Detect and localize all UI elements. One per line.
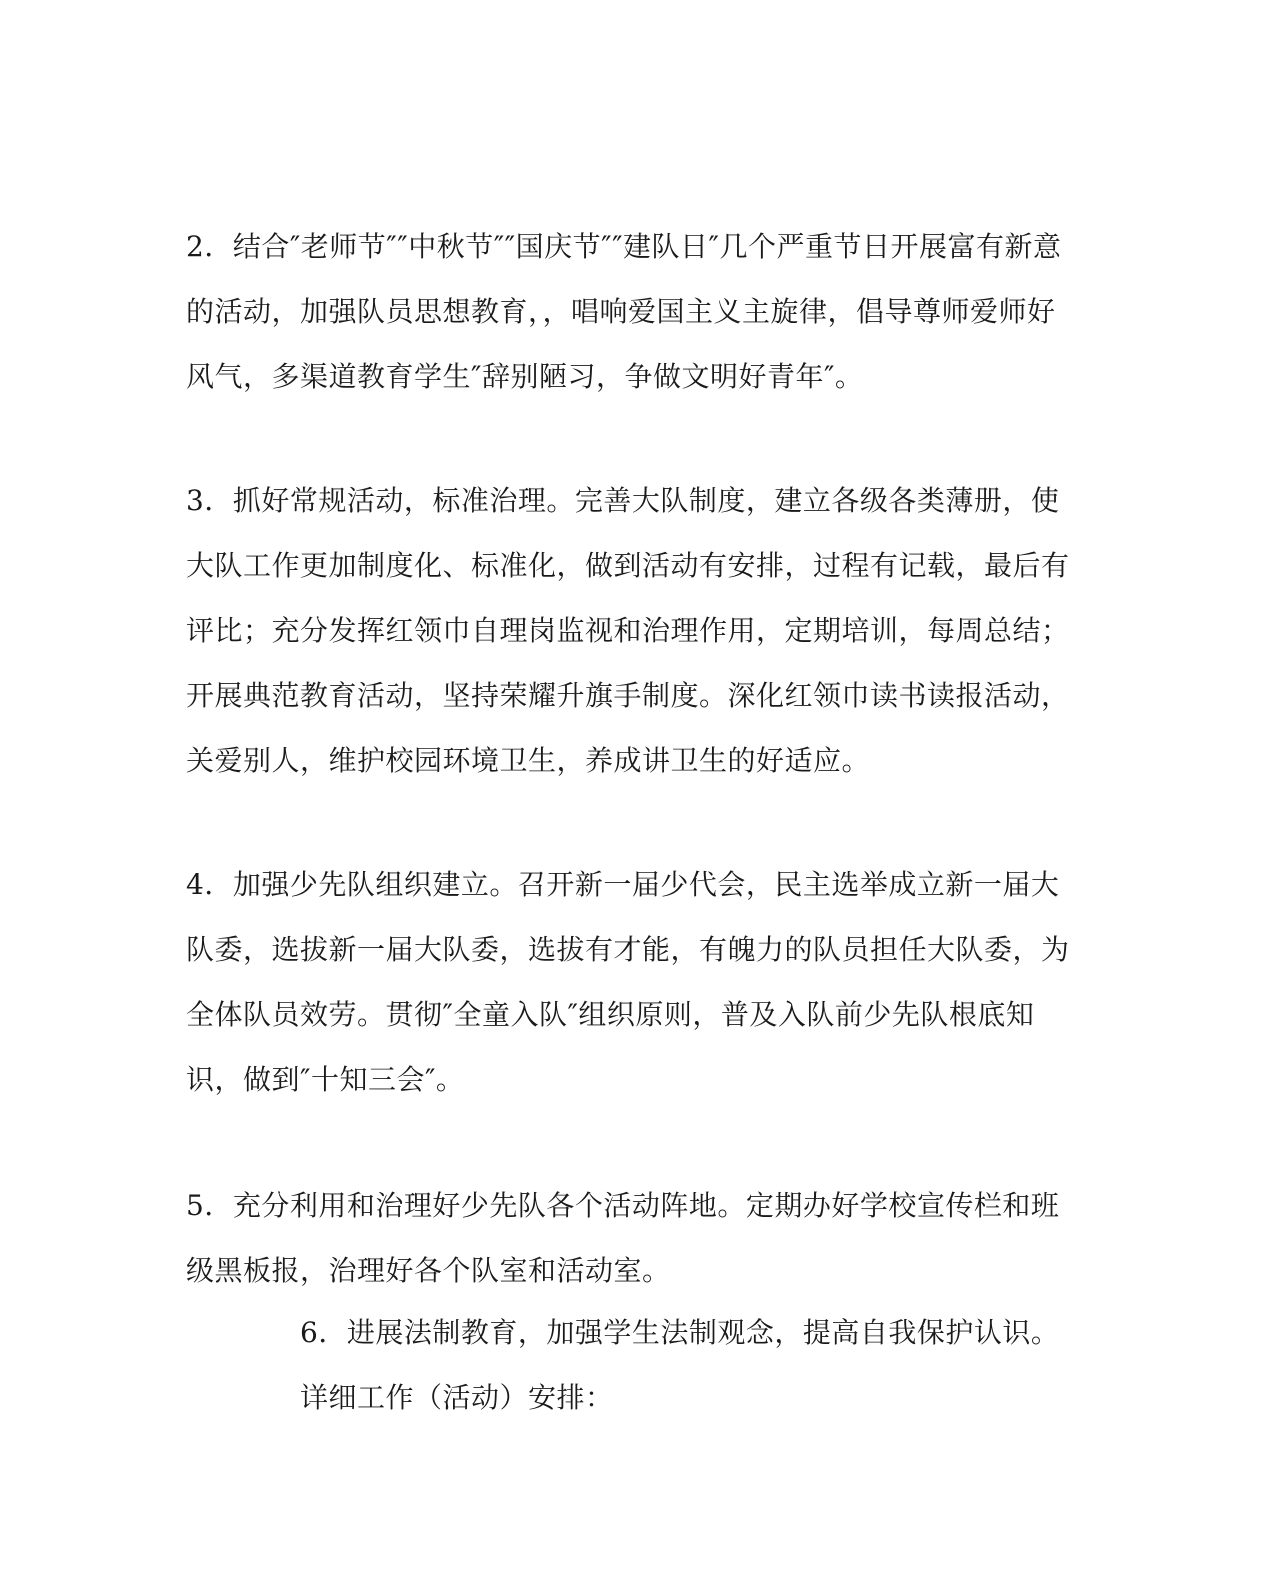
paragraph-item-3: 3．抓好常规活动，标准治理。完善大队制度，建立各级各类薄册，使大队工作更加制度化、标准化，做到活动有安排，过程有记载，最后有评比；充分发挥红领巾自理岗监视和治理作用，定期培训，每周总结；开展典范教育活动，坚持荣耀升旗手制度。深化红领巾读书读报活动，关爱别人，维护校园环境卫生，养成讲卫生的好适应。 xyxy=(186,484,1070,777)
paragraph-item-6: 6．进展法制教育，加强学生法制观念，提高自我保护认识。 xyxy=(300,1316,1060,1349)
paragraph-item-4: 4．加强少先队组织建立。召开新一届少代会，民主选举成立新一届大队委，选拔新一届大队委，选拔有才能，有魄力的队员担任大队委，为全体队员效劳。贯彻″全童入队″组织原则，普及入队前少先队根底知识，做到″十知三会″。 xyxy=(186,868,1070,1096)
paragraph-item-5: 5．充分利用和治理好少先队各个活动阵地。定期办好学校宣传栏和班级黑板报，治理好各个队室和活动室。 xyxy=(186,1189,1060,1287)
paragraph-item-2: 2．结合″老师节″″中秋节″″国庆节″″建队日″几个严重节日开展富有新意的活动，加强队员思想教育，，唱响爱国主义主旋律，倡导尊师爱师好风气，多渠道教育学生″辞别陋习，争做文明好青年″。 xyxy=(186,230,1062,393)
schedule-heading: 详细工作（活动）安排： xyxy=(300,1381,614,1414)
